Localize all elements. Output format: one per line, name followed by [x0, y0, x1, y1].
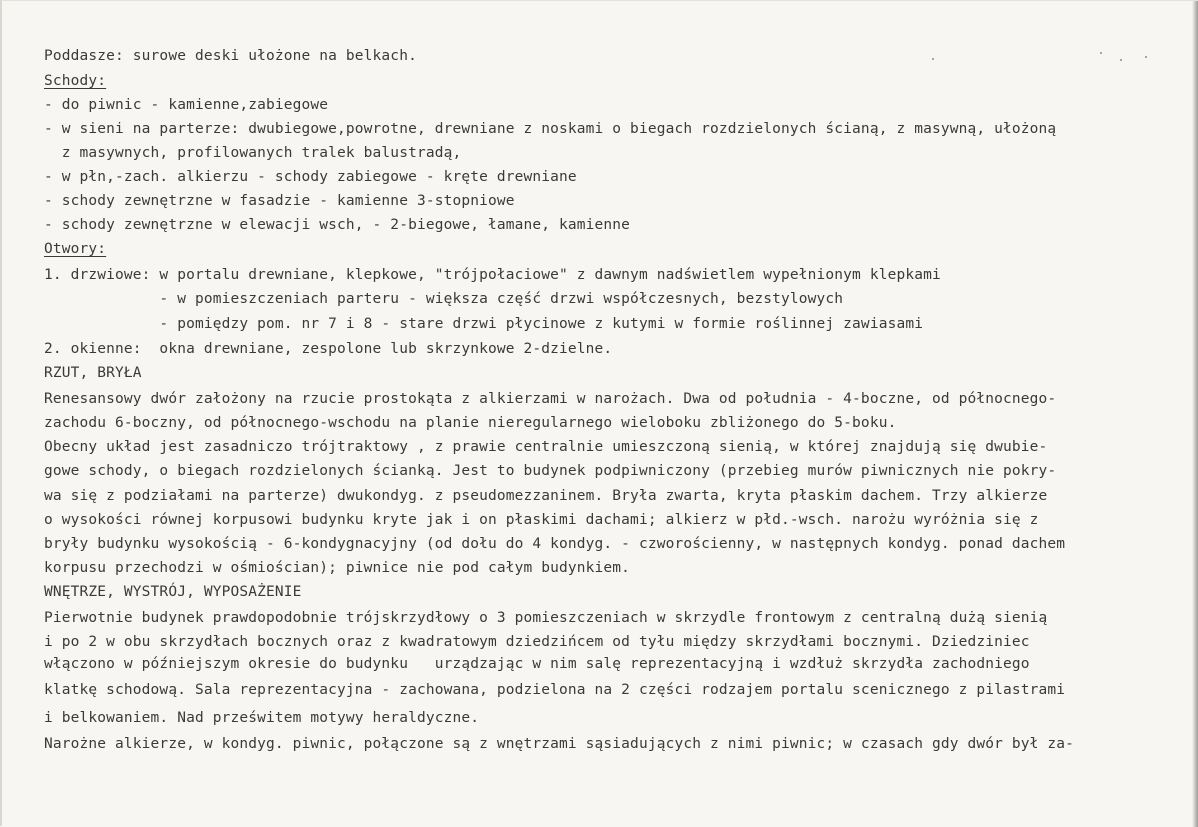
paper-speck: [1100, 52, 1102, 54]
text-line: Pierwotnie budynek prawdopodobnie trójskrzydłowy o 3 pomieszczeniach w skrzydle frontowym z centralną dużą sienią: [44, 610, 1048, 626]
text-line: - schody zewnętrzne w elewacji wsch, - 2-biegowe, łamane, kamienne: [44, 217, 631, 233]
text-line: - w pomieszczeniach parteru - większa część drzwi współczesnych, bezstylowych: [44, 291, 844, 307]
text-line: Obecny układ jest zasadniczo trójtraktowy , z prawie centralnie umieszczoną sienią, w której znajdują się dwubie-: [44, 439, 1048, 455]
text-line: z masywnych, profilowanych tralek balustradą,: [44, 145, 462, 161]
text-line: i po 2 w obu skrzydłach bocznych oraz z kwadratowym dziedzińcem od tyłu między skrzydłami bocznymi. Dziedziniec: [44, 634, 1030, 650]
text-line: o wysokości równej korpusowi budynku kryte jak i on płaskimi dachami; alkierz w płd.-wsch. narożu wyróżnia się z: [44, 512, 1039, 528]
text-line: - pomiędzy pom. nr 7 i 8 - stare drzwi płycinowe z kutymi w formie roślinnej zawiasami: [44, 316, 924, 332]
text-line: - schody zewnętrzne w fasadzie - kamienne 3-stopniowe: [44, 193, 515, 209]
text-line: 1. drzwiowe: w portalu drewniane, klepkowe, "trójpołaciowe" z dawnym nadświetlem wypełnionym klepkami: [44, 267, 941, 283]
section-heading: Schody:: [44, 73, 107, 89]
text-line: zachodu 6-boczny, od północnego-wschodu na planie nieregularnego wieloboku zbliżonego do 5-boku.: [44, 415, 897, 431]
text-line: wa się z podziałami na parterze) dwukondyg. z pseudomezzaninem. Bryła zwarta, kryta płaskim dachem. Trzy alkierze: [44, 488, 1048, 504]
paper-speck: [1145, 56, 1147, 58]
text-line: klatkę schodową. Sala reprezentacyjna - zachowana, podzielona na 2 części rodzajem portalu scenicznego z pilastrami: [44, 682, 1066, 698]
text-line: Narożne alkierze, w kondyg. piwnic, połączone są z wnętrzami sąsiadujących z nimi piwnic; w czasach gdy dwór był za-: [44, 736, 1075, 752]
text-line: - w płn,-zach. alkierzu - schody zabiegowe - kręte drewniane: [44, 169, 577, 185]
text-line: włączono w późniejszym okresie do budynku urządzając w nim salę reprezentacyjną i wzdłuż skrzydła zachodniego: [44, 656, 1030, 672]
text-line: bryły budynku wysokością - 6-kondygnacyjny (od dołu do 4 kondyg. - czworościenny, w następnych kondyg. ponad dachem: [44, 536, 1066, 552]
text-line: - do piwnic - kamienne,zabiegowe: [44, 97, 329, 113]
text-line: - w sieni na parterze: dwubiegowe,powrotne, drewniane z noskami o biegach rozdzielonych ścianą, z masywną, ułożoną: [44, 121, 1057, 137]
section-heading: WNĘTRZE, WYSTRÓJ, WYPOSAŻENIE: [44, 584, 302, 600]
text-line: korpusu przechodzi w ośmiościan); piwnice nie pod całym budynkiem.: [44, 560, 631, 576]
text-line: 2. okienne: okna drewniane, zespolone lub skrzynkowe 2-dzielne.: [44, 341, 613, 357]
text-line: Renesansowy dwór założony na rzucie prostokąta z alkierzami w narożach. Dwa od południa - 4-boczne, od północnego-: [44, 391, 1057, 407]
text-line: gowe schody, o biegach rozdzielonych ścianką. Jest to budynek podpiwniczony (przebieg murów piwnicznych nie pokry-: [44, 463, 1057, 479]
paper-speck: [932, 58, 934, 60]
paper-speck: [1120, 59, 1122, 61]
text-line: i belkowaniem. Nad prześwitem motywy heraldyczne.: [44, 710, 480, 726]
section-heading: Otwory:: [44, 241, 107, 257]
section-heading: RZUT, BRYŁA: [44, 365, 142, 381]
text-line: Poddasze: surowe deski ułożone na belkach.: [44, 48, 417, 64]
